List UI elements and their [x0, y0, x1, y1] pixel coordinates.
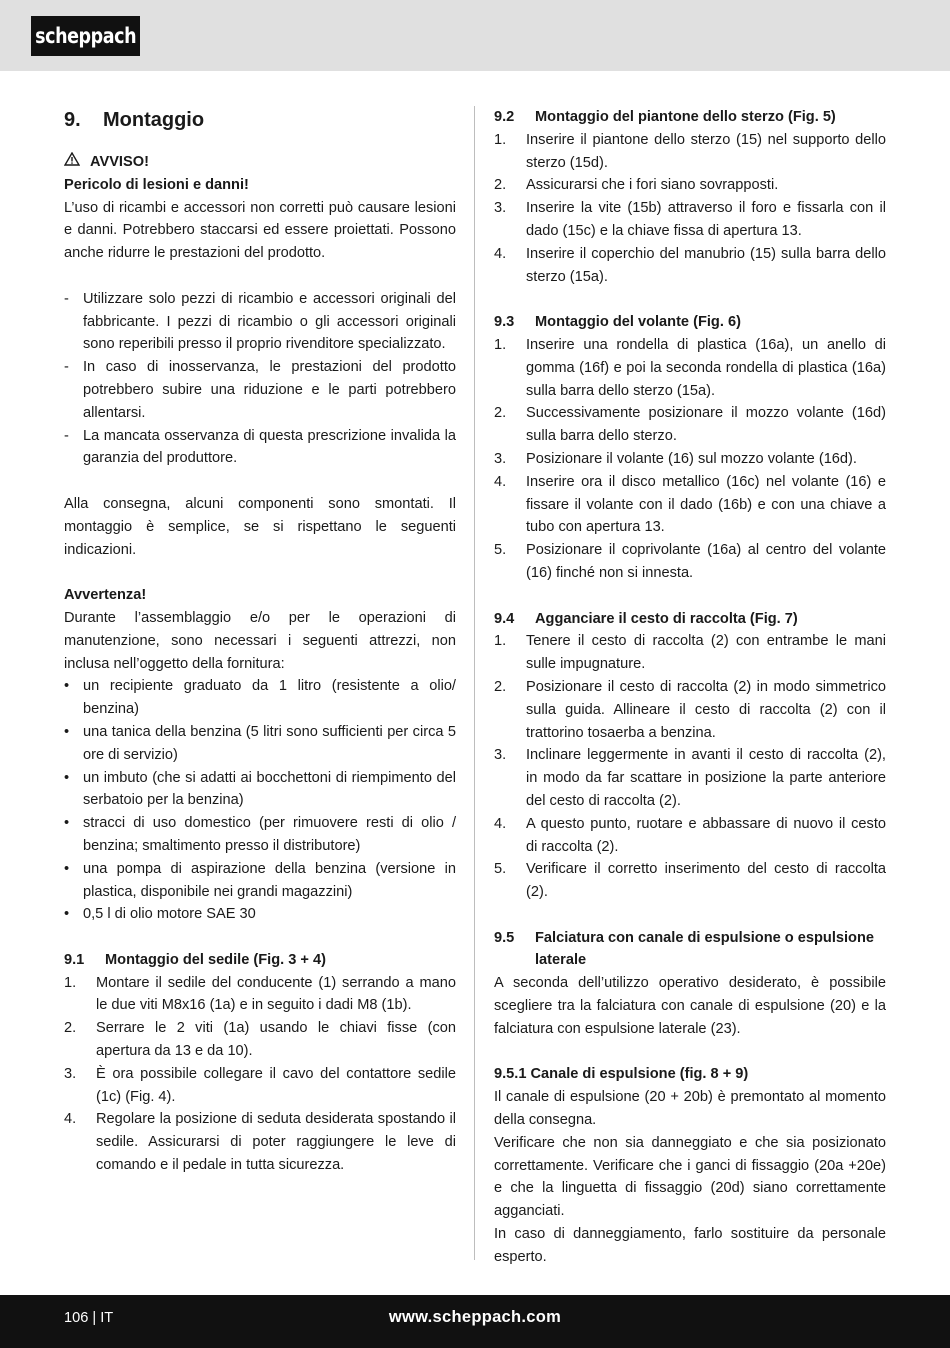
steps-list-9-1 [64, 972, 456, 1177]
paragraph-9-5-1-c: In caso di danneggiamento, farlo sostituire da personale esperto. [494, 1226, 886, 1265]
subsection-heading-9-4: 9.4 Agganciare il cesto di raccolta (Fig. 7) [494, 610, 798, 627]
list-item: 5. Posizionare il coprivolante (16a) al centro del volante (16) finché non si innesta. [494, 542, 886, 581]
list-item: 1. Montare il sedile del conducente (1) serrando a mano le due viti M8x16 (1a) e in seguito i dadi M8 (1b). [64, 974, 456, 1014]
steps-list-9-2 [494, 129, 886, 289]
paragraph-9-5: A seconda dell’utilizzo operativo desiderato, è possibile scegliere tra la falciatura con canale di espulsione (20) e la falciatura con espulsione laterale (23). [494, 975, 886, 1037]
list-item: • una pompa di aspirazione della benzina (versione in plastica, disponibile nei grandi magazzini) [64, 860, 456, 900]
warning-triangle-icon [64, 151, 82, 174]
note-text: Durante l’assemblaggio e/o per le operazioni di manutenzione, sono necessari i seguenti attrezzi, non inclusa nell’oggetto della fornitura: [64, 609, 456, 672]
list-item: - Utilizzare solo pezzi di ricambio e accessori originali del fabbricante. I pezzi di ricambio o gli accessori originali sono reperibili presso il proprio rivenditore specializzato. [64, 290, 456, 353]
list-item: 2. Assicurarsi che i fori siano sovrapposti. [494, 177, 779, 194]
list-item: 1. Inserire il piantone dello sterzo (15) nel supporto dello sterzo (15d). [494, 131, 886, 171]
section-title [64, 106, 456, 134]
subsection-heading-9-5-1: 9.5.1 Canale di espulsione (fig. 8 + 9) [494, 1066, 749, 1083]
list-item: • un imbuto (che si adatti ai bocchettoni di riempimento del serbatoio per la benzina) [64, 769, 456, 809]
list-item: 2. Posizionare il cesto di raccolta (2) in modo simmetrico sulla guida. Allineare il cesto di raccolta (2) con il trattorino tosaerba a benzina. [494, 678, 886, 741]
section-number: 9. [64, 109, 81, 131]
list-item: 2. Serrare le 2 viti (1a) usando le chiavi fisse (con apertura da 13 e da 10). [64, 1020, 456, 1060]
brand-logo: scheppach [31, 16, 140, 56]
list-item: 4. Inserire il coperchio del manubrio (15) sulla barra dello sterzo (15a). [494, 245, 886, 285]
website-link[interactable]: www.scheppach.com [388, 1308, 562, 1326]
subsection-heading-9-5: 9.5 Falciatura con canale di espulsione o espulsione laterale [494, 929, 874, 969]
list-item: 1. Tenere il cesto di raccolta (2) con entrambe le mani sulle impugnature. [494, 633, 886, 673]
list-item: 1. Inserire una rondella di plastica (16a), un anello di gomma (16f) e poi la seconda rondella di plastica (16a) sulla barra dello sterzo (15a). [494, 336, 886, 399]
tools-list [64, 675, 456, 926]
warning-label: AVVISO! [64, 151, 456, 174]
paragraph-9-5-1-a: Il canale di espulsione (20 + 20b) è premontato al momento della consegna. [494, 1089, 886, 1129]
warning-text: L’uso di ricambi e accessori non corretti può causare lesioni e danni. Potrebbero staccarsi ed essere proiettati. Possono anche ridurre le prestazioni del prodotto. [64, 199, 456, 262]
subsection-heading-9-2: 9.2 Montaggio del piantone dello sterzo (Fig. 5) [494, 109, 836, 125]
section-title-text: Montaggio [103, 109, 205, 131]
steps-list-9-3 [494, 334, 886, 585]
steps-list-9-4 [494, 630, 886, 904]
list-item: 3. Inserire la vite (15b) attraverso il foro e fissarla con il dado (15c) e la chiave fissa di apertura 13. [494, 200, 886, 239]
list-item: - In caso di inosservanza, le prestazioni del prodotto potrebbero subire una riduzione e le parti potrebbero allentarsi. [64, 359, 456, 421]
list-item: 5. Verificare il corretto inserimento del cesto di raccolta (2). [494, 861, 886, 901]
list-item: • una tanica della benzina (5 litri sono sufficienti per circa 5 ore di servizio) [64, 723, 456, 763]
list-item: 4. A questo punto, ruotare e abbassare di nuovo il cesto di raccolta (2). [494, 815, 886, 855]
list-item: 3. È ora possibile collegare il cavo del contattore sedile (1c) (Fig. 4). [64, 1065, 456, 1105]
paragraph-9-5-1-b: Verificare che non sia danneggiato e che sia posizionato correttamente. Verificare che i ganci di fissaggio (20a +20e) e che la linguetta di fissaggio (20d) siano correttamente agganciati. [494, 1134, 886, 1220]
list-item: 4. Inserire ora il disco metallico (16c) nel volante (16) e fissare il volante con il dado (16b) e con una chiave a tubo con apertura 13. [494, 473, 886, 536]
list-item: 4. Regolare la posizione di seduta desiderata spostando il sedile. Assicurarsi di poter raggiungere le leve di comando e il pedale in tutta sicurezza. [64, 1111, 456, 1174]
list-item: - La mancata osservanza di questa prescrizione invalida la garanzia del produttore. [64, 427, 456, 467]
delivery-text: Alla consegna, alcuni componenti sono smontati. Il montaggio è semplice, se si rispettano le seguenti indicazioni. [64, 495, 456, 558]
subsection-heading-9-1: 9.1 Montaggio del sedile (Fig. 3 + 4) [64, 951, 326, 968]
page-header [0, 0, 950, 71]
column-divider [474, 106, 475, 1260]
list-item: 3. Inclinare leggermente in avanti il cesto di raccolta (2), in modo da far scattare in posizione la parte anteriore del cesto di raccolta (2). [494, 747, 886, 809]
warning-heading: Pericolo di lesioni e danni! [64, 176, 249, 193]
list-item: • un recipiente graduato da 1 litro (resistente a olio/ benzina) [64, 678, 456, 718]
list-item: • 0,5 l di olio motore SAE 30 [64, 906, 256, 923]
left-column [64, 106, 456, 1177]
page-number: 106 | IT [64, 1310, 114, 1326]
list-item: 3. Posizionare il volante (16) sul mozzo volante (16d). [494, 450, 857, 467]
list-item: 2. Successivamente posizionare il mozzo volante (16d) sulla barra dello sterzo. [494, 405, 886, 445]
right-column [494, 106, 886, 1269]
note-heading: Avvertenza! [64, 587, 147, 604]
subsection-heading-9-3: 9.3 Montaggio del volante (Fig. 6) [494, 314, 741, 331]
list-item: • stracci di uso domestico (per rimuovere resti di olio / benzina; smaltimento presso il distributore) [64, 815, 456, 854]
page-footer [0, 1295, 950, 1348]
dash-list [64, 288, 456, 470]
